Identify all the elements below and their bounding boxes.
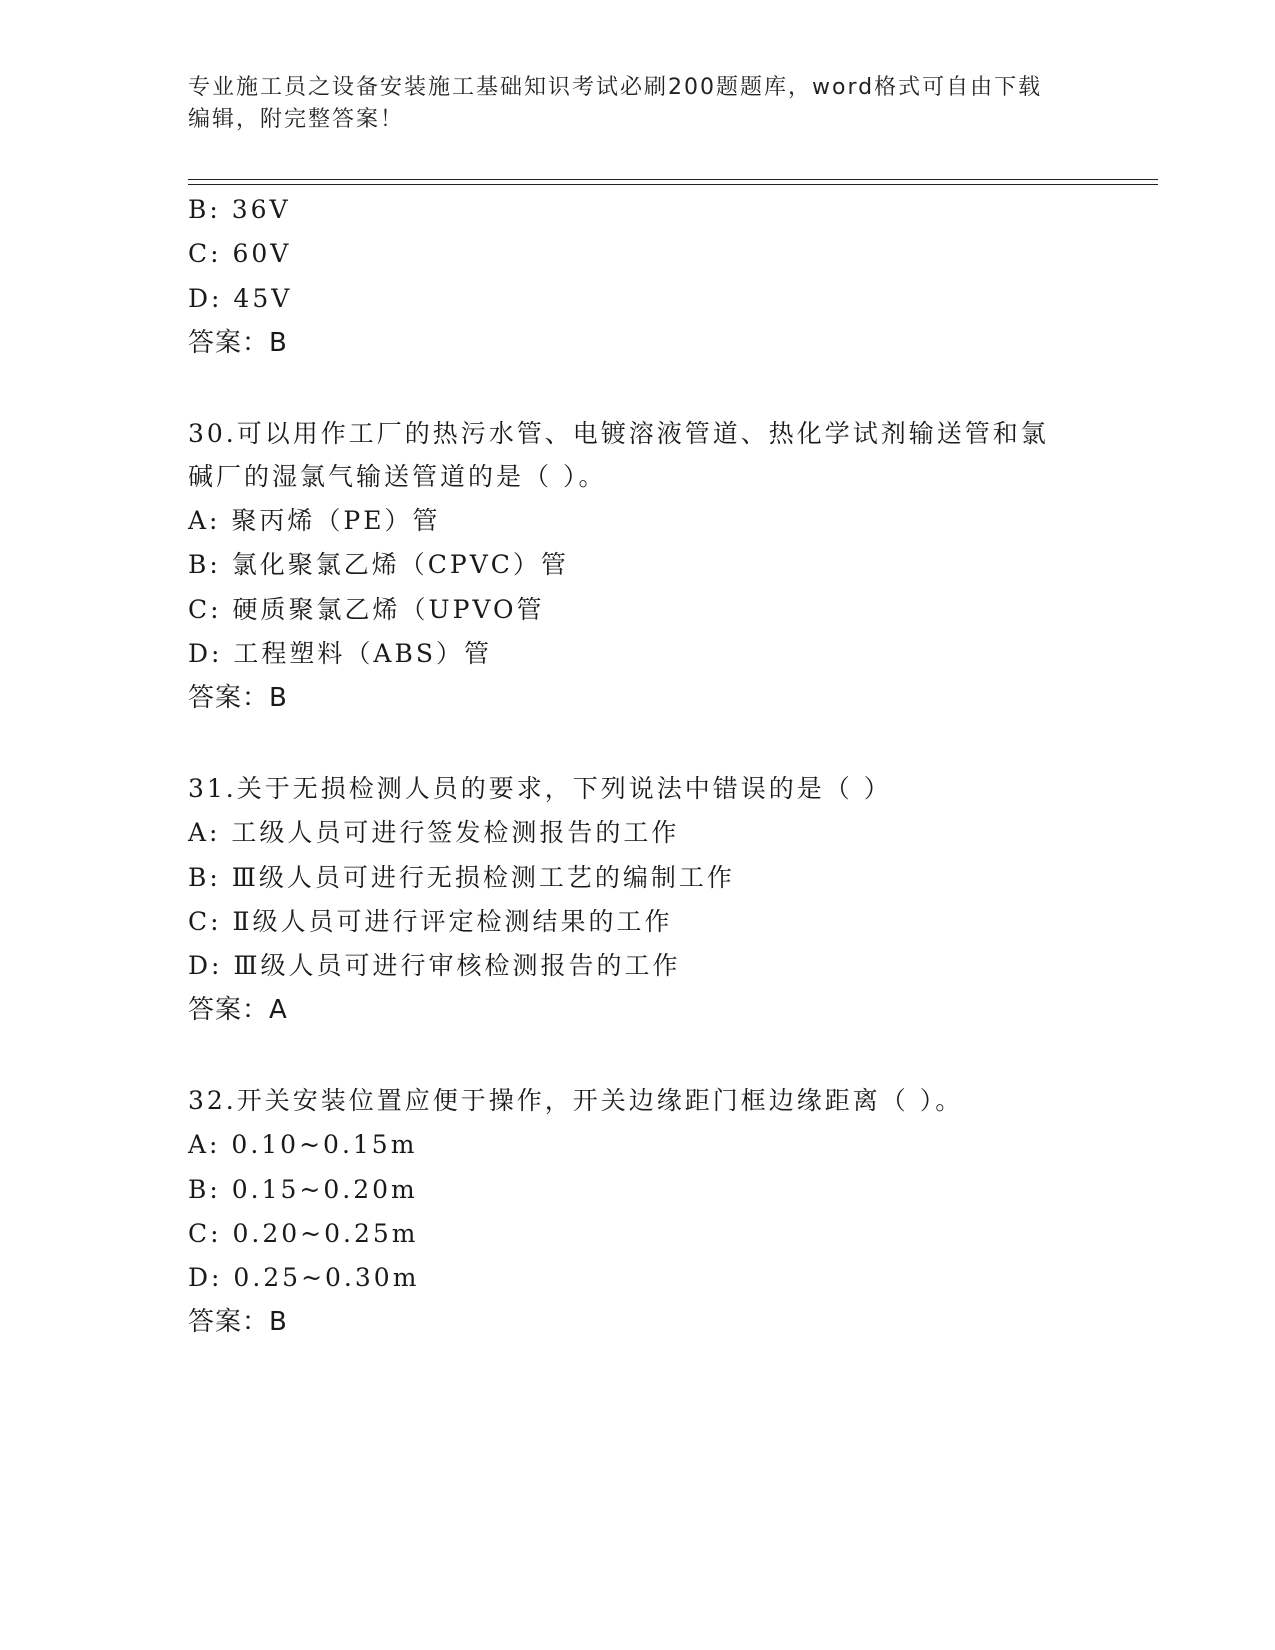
q29-answer: 答案：B <box>188 328 288 358</box>
q31-option-d: D: Ⅲ级人员可进行审核检测报告的工作 <box>188 951 681 980</box>
q31-question: 31.关于无损检测人员的要求，下列说法中错误的是（ ） <box>188 774 892 803</box>
q29-option-d: D: 45V <box>188 284 293 313</box>
q30-option-a: A: 聚丙烯（PE）管 <box>188 506 441 535</box>
document-header <box>188 72 1088 136</box>
q30-option-b: B: 氯化聚氯乙烯（CPVC）管 <box>188 550 569 579</box>
q32-option-a: A: 0.10~0.15m <box>188 1130 418 1159</box>
q31-answer: 答案：A <box>188 995 288 1025</box>
q32-option-c: C: 0.20~0.25m <box>188 1219 419 1248</box>
q29-option-c: C: 60V <box>188 239 292 268</box>
q31-option-c: C: Ⅱ级人员可进行评定检测结果的工作 <box>188 907 673 936</box>
q32-option-b: B: 0.15~0.20m <box>188 1175 418 1204</box>
header-divider-top <box>188 179 1158 180</box>
q31-option-a: A: 工级人员可进行签发检测报告的工作 <box>188 818 680 847</box>
header-divider-bottom <box>188 184 1158 185</box>
q30-question-line-2: 碱厂的湿氯气输送管道的是（ ）。 <box>188 462 607 491</box>
q30-answer: 答案：B <box>188 683 288 713</box>
q30-question-line-1: 30.可以用作工厂的热污水管、电镀溶液管道、热化学试剂输送管和氯 <box>188 419 1049 448</box>
header-line-2: 编辑，附完整答案！ <box>188 107 405 132</box>
q32-option-d: D: 0.25~0.30m <box>188 1263 420 1292</box>
q31-option-b: B: Ⅲ级人员可进行无损检测工艺的编制工作 <box>188 863 735 892</box>
header-line-1: 专业施工员之设备安装施工基础知识考试必刷200题题库，word格式可自由下载 <box>188 75 1043 100</box>
q30-option-c: C: 硬质聚氯乙烯（UPVO管 <box>188 595 545 624</box>
q32-answer: 答案：B <box>188 1307 288 1337</box>
q29-option-b: B: 36V <box>188 195 291 224</box>
q32-question: 32.开关安装位置应便于操作，开关边缘距门框边缘距离（ ）。 <box>188 1086 964 1115</box>
q30-option-d: D: 工程塑料（ABS）管 <box>188 639 492 668</box>
